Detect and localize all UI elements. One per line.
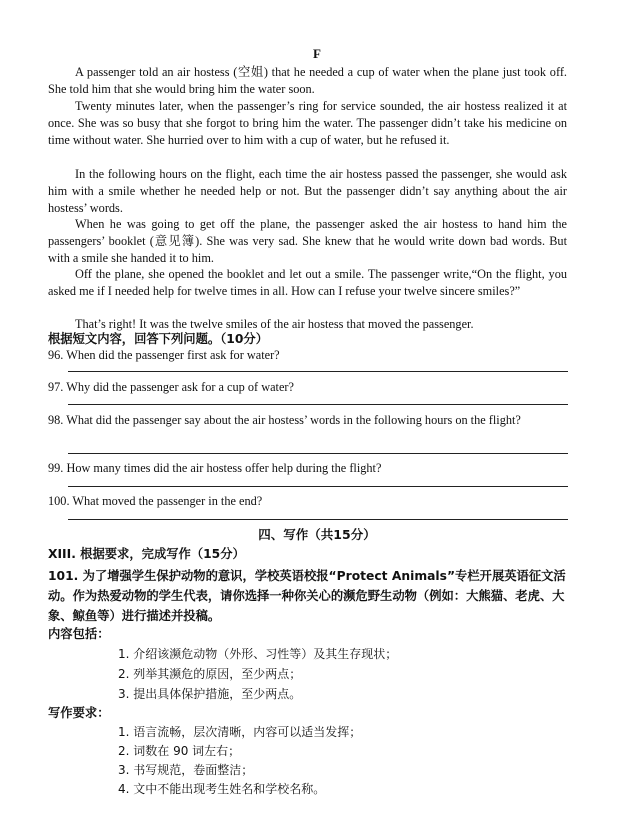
writing-prompt: 101. 为了增强学生保护动物的意识，学校英语校报“Protect Animals”专栏开展英语征文活动。作为热爱动物的学生代表，请你选择一种你关心的濒危野生动物（例如：大熊猫、老虎、大象、鲸鱼等）进行描述并投稿。 — [48, 569, 566, 623]
requirement-item-2: 2. 词数在 90 词左右； — [118, 744, 241, 758]
question-99: 99. How many times did the air hostess offer help during the flight? — [48, 461, 382, 475]
answer-line-100[interactable] — [68, 519, 568, 520]
passage-paragraph-5: Off the plane, she opened the booklet and let out a smile. The passenger write,“On the flight, you asked me if I needed help for twelve times in all. How can I refuse your twelve sincere smiles?” — [48, 267, 567, 298]
requirements-label: 写作要求： — [48, 706, 110, 720]
content-item-3: 3. 提出具体保护措施，至少两点。 — [118, 687, 302, 701]
instruction: 根据短文内容，回答下列问题。（10分） — [48, 332, 269, 346]
passage-paragraph-6: That’s right! It was the twelve smiles of the air hostess that moved the passenger. — [75, 317, 474, 331]
question-96: 96. When did the passenger first ask for water? — [48, 348, 280, 362]
passage-paragraph-4: When he was going to get off the plane, the passenger asked the air hostess to hand him the passengers’ booklet (意见簿). She was very sad. She knew that he would write down bad words. But with a smile she handed it to him. — [48, 217, 567, 265]
content-item-1: 1. 介绍该濒危动物（外形、习性等）及其生存现状； — [118, 647, 398, 661]
answer-line-98[interactable] — [68, 453, 568, 454]
requirement-item-1: 1. 语言流畅，层次清晰，内容可以适当发挥； — [118, 725, 362, 739]
answer-line-97[interactable] — [68, 404, 568, 405]
writing-part-title: XIII. 根据要求，完成写作（15分） — [48, 547, 245, 561]
passage-paragraph-2: Twenty minutes later, when the passenger’s ring for service sounded, the air hostess realized it at once. She was so busy that she forgot to bring him the water. The passenger didn’t take his medicine on time without water. She hurried over to him with a cup of water, but he refused it. — [48, 99, 567, 147]
passage-paragraph-3: In the following hours on the flight, each time the air hostess passed the passenger, she would ask him with a smile whether he needed help or not. But the passenger didn’t say anything about the air hostess’ words. — [48, 167, 567, 215]
question-98: 98. What did the passenger say about the air hostess’ words in the following hours on the flight? — [48, 413, 521, 427]
section-letter: F — [313, 46, 321, 61]
requirement-item-4: 4. 文中不能出现考生姓名和学校名称。 — [118, 782, 326, 796]
answer-line-96[interactable] — [68, 371, 568, 372]
writing-section-heading: 四、写作（共15分） — [258, 527, 376, 542]
content-label: 内容包括： — [48, 627, 110, 641]
content-item-2: 2. 列举其濒危的原因，至少两点； — [118, 667, 302, 681]
answer-line-99[interactable] — [68, 486, 568, 487]
requirement-item-3: 3. 书写规范，卷面整洁； — [118, 763, 254, 777]
passage-paragraph-1: A passenger told an air hostess (空姐) that he needed a cup of water when the plane just took off. She told him that she would bring him the water soon. — [48, 65, 567, 96]
question-100: 100. What moved the passenger in the end? — [48, 494, 263, 508]
question-97: 97. Why did the passenger ask for a cup of water? — [48, 380, 294, 394]
